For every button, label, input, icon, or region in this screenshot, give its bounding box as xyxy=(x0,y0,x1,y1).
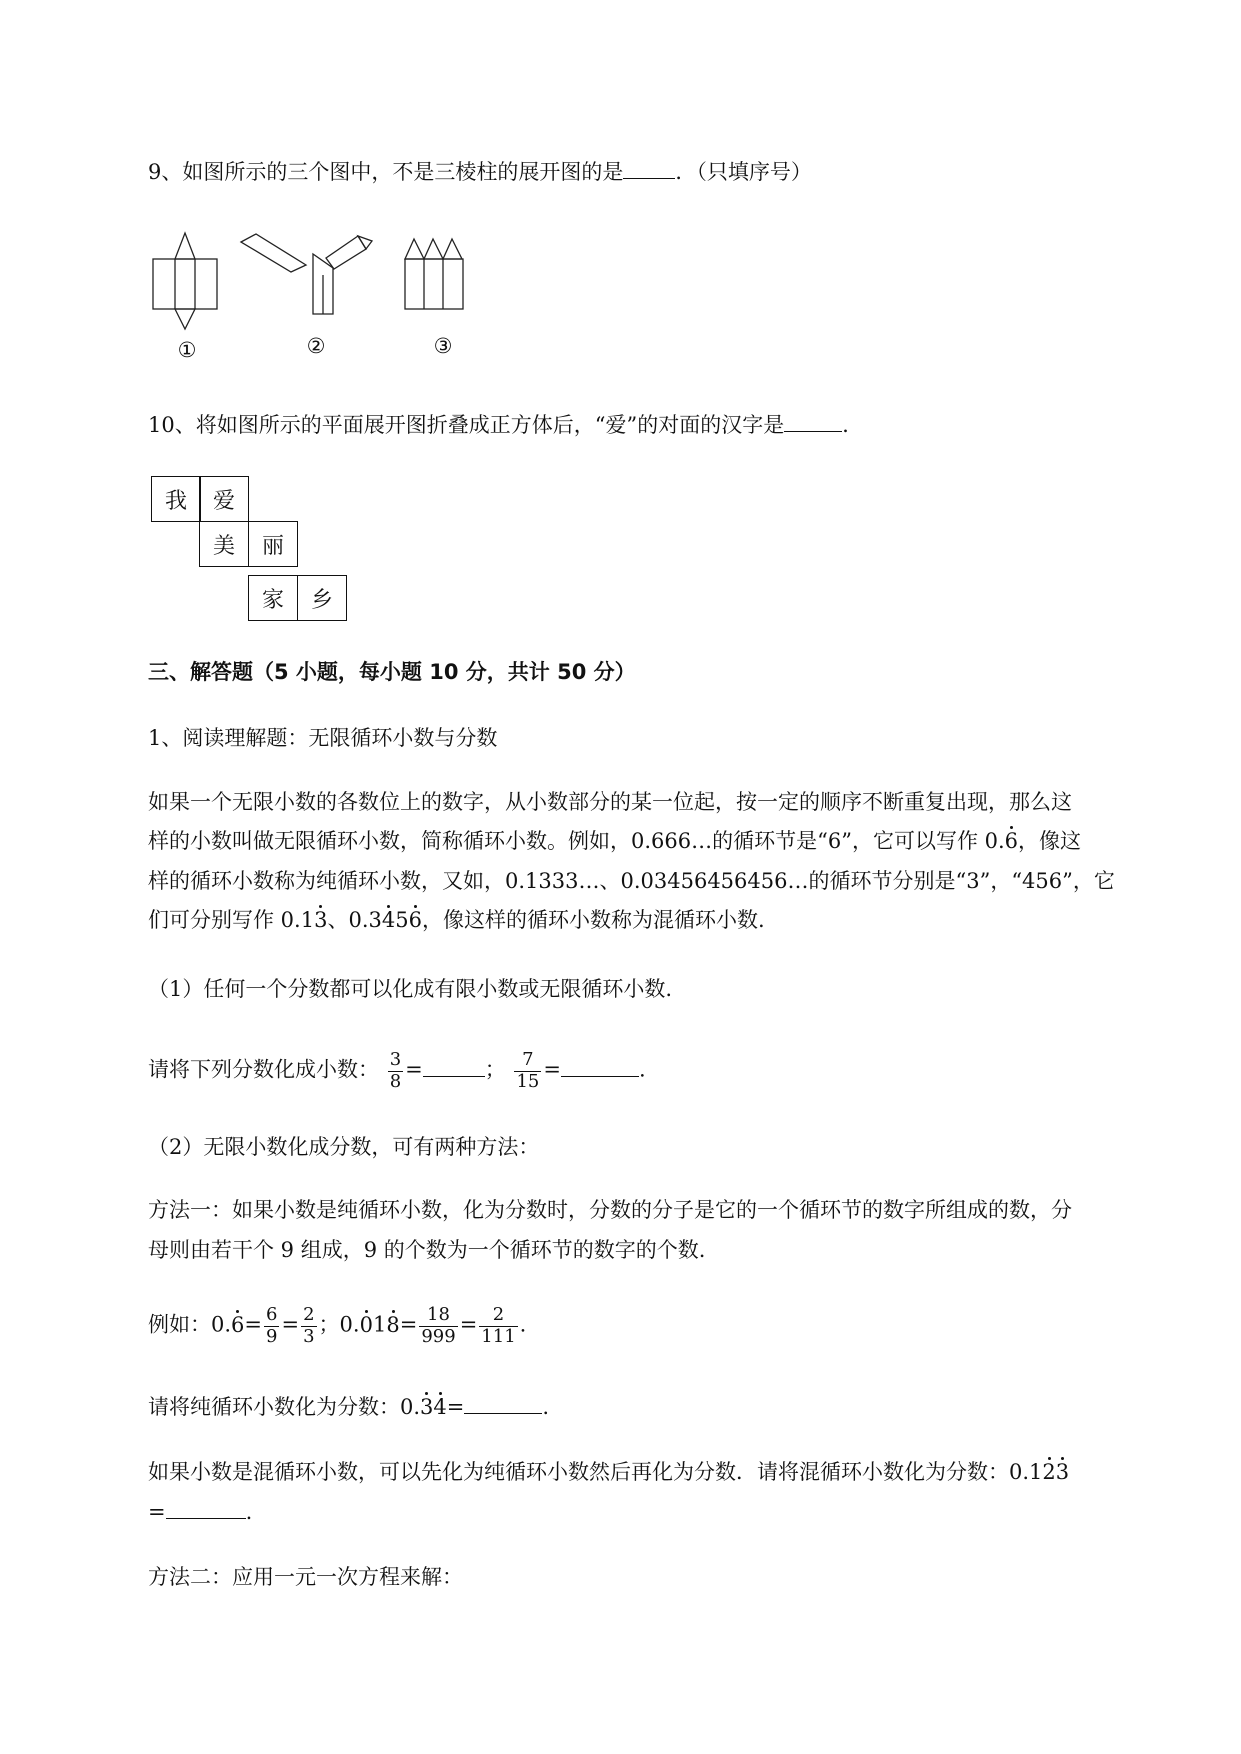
sub-question-1: （1）任何一个分数都可以化成有限小数或无限循环小数. xyxy=(148,977,673,1001)
figure-label-3: ③ xyxy=(433,334,453,358)
paragraph-line-2: 样的小数叫做无限循环小数，简称循环小数。例如，0.666…的循环节是“6”，它可以写作 0.6，像这 xyxy=(148,829,1082,853)
q9-text: 9、如图所示的三个图中，不是三棱柱的展开图的是 xyxy=(148,160,624,184)
convert-fractions-line: 请将下列分数化成小数： $\frac{3}{8}$ = ； $\frac{7}{15}$ = . xyxy=(148,1049,646,1092)
section-heading: 三、解答题（5 小题，每小题 10 分，共计 50 分） xyxy=(148,660,636,684)
paragraph-line-3: 样的循环小数称为纯循环小数，又如，0.1333…、0.03456456456…的循环节分别是“3”，“456”，它 xyxy=(148,869,1115,893)
fraction-3-8: $\frac{3}{8}$ xyxy=(389,1049,402,1092)
method-1-line-1: 方法一：如果小数是纯循环小数，化为分数时，分数的分子是它的一个循环节的数字所组成的数，分 xyxy=(148,1198,1072,1222)
q10-text-after: ． xyxy=(842,413,864,437)
q10-text: 10、将如图所示的平面展开图折叠成正方体后，“爱”的对面的汉字是 xyxy=(148,413,785,437)
method-2: 方法二：应用一元一次方程来解： xyxy=(148,1565,463,1589)
problem-1-title: 1、阅读理解题：无限循环小数与分数 xyxy=(148,726,498,750)
fraction-7-15: $\frac{7}{15}$ xyxy=(516,1049,540,1092)
figure-label-2: ② xyxy=(306,334,326,358)
net-cell-ai: 爱 xyxy=(199,476,249,522)
answer-blank[interactable] xyxy=(623,176,675,179)
question-10 xyxy=(148,415,863,436)
answer-blank[interactable] xyxy=(561,1074,639,1077)
prism-nets-figure xyxy=(140,225,480,335)
answer-blank[interactable] xyxy=(464,1411,542,1414)
mixed-repeating-line-2: = . xyxy=(148,1500,253,1524)
net-cell-mei: 美 xyxy=(199,521,249,567)
question-9 xyxy=(148,162,812,183)
net-cell-li: 丽 xyxy=(248,521,298,567)
answer-blank[interactable] xyxy=(423,1074,485,1077)
net-cell-wo: 我 xyxy=(151,476,201,522)
sub-question-2: （2）无限小数化成分数，可有两种方法： xyxy=(148,1135,540,1159)
pure-repeating-question: 请将纯循环小数化为分数：0.34= . xyxy=(148,1395,550,1419)
mixed-repeating-line-1: 如果小数是混循环小数，可以先化为纯循环小数然后再化为分数．请将混循环小数化为分数：0.123 xyxy=(148,1460,1070,1484)
answer-blank[interactable] xyxy=(166,1516,246,1519)
paragraph-line-4: 们可分别写作 0.13、0.3456，像这样的循环小数称为混循环小数. xyxy=(148,908,765,932)
method-1-line-2: 母则由若干个 9 组成，9 的个数为一个循环节的数字的个数. xyxy=(148,1238,706,1262)
example-line: 例如：0.6= $\frac{6}{9}$ = $\frac{2}{3}$ ；0.018= $\frac{18}{999}$ = $\frac{2}{111}$ . xyxy=(148,1304,527,1347)
net-cell-xiang: 乡 xyxy=(297,575,347,621)
paragraph-line-1: 如果一个无限小数的各数位上的数字，从小数部分的某一位起，按一定的顺序不断重复出现，那么这 xyxy=(148,790,1072,814)
net-cell-jia: 家 xyxy=(248,575,298,621)
figure-label-1: ① xyxy=(177,338,197,362)
answer-blank[interactable] xyxy=(784,429,842,432)
q9-text-after: ．（只填序号） xyxy=(675,160,812,184)
